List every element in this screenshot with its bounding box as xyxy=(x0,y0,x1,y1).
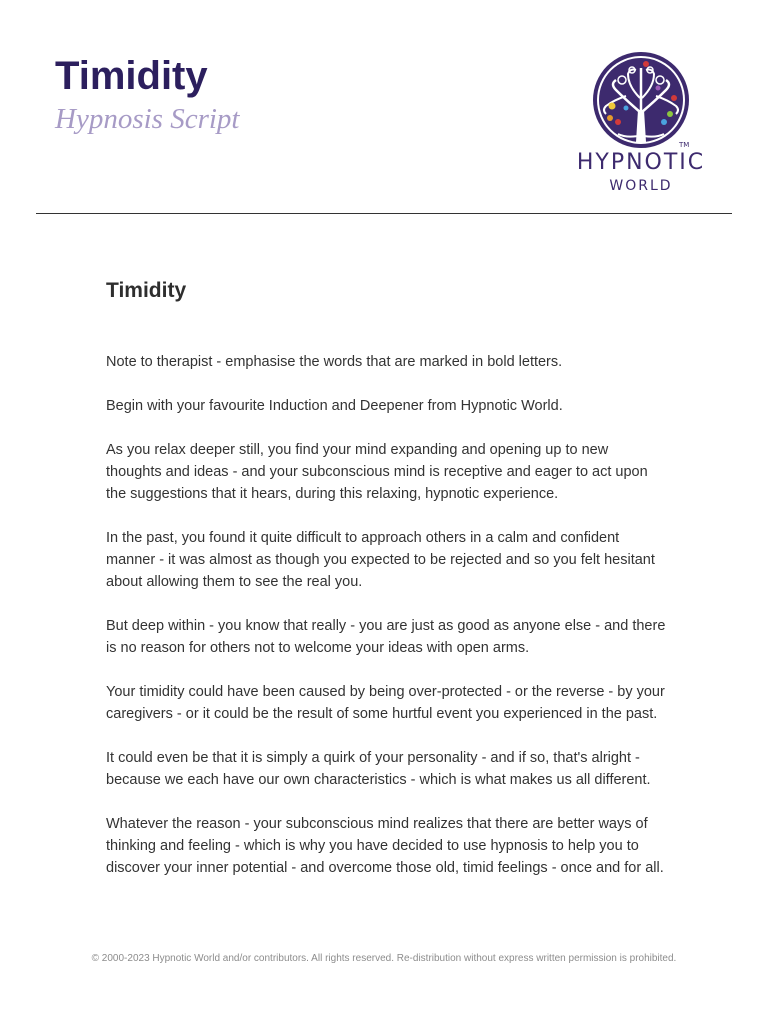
paragraph-past: In the past, you found it quite difficult to approach others in a calm and confident manner - it was almost as though you expected to be rejected and so you felt hesitant about allowing them to see the real you. xyxy=(106,530,655,590)
trademark-mark: TM xyxy=(679,141,690,149)
tree-of-life-icon xyxy=(566,50,716,150)
paragraph-deep-within: But deep within - you know that really - you are just as good as anyone else - and there is no reason for others not to welcome your ideas with open arms. xyxy=(106,618,666,656)
paragraph-causes: Your timidity could have been caused by being over-protected - or the reverse - by your caregivers - or it could be the result of some hurtful event you experienced in the past. xyxy=(106,684,665,722)
document-subtitle: Hypnosis Script xyxy=(55,103,240,135)
document-title: Timidity xyxy=(55,54,208,98)
copyright-footer: © 2000-2023 Hypnotic World and/or contributors. All rights reserved. Re-distribution without express written permission is prohibited. xyxy=(91,953,677,964)
paragraph-personality: It could even be that it is simply a quirk of your personality - and if so, that's alright - because we each have our own characteristics - which is what makes us all different. xyxy=(106,750,651,788)
section-heading: Timidity xyxy=(106,279,187,302)
logo-brand-text: HYPNOTIC xyxy=(576,150,706,175)
paragraph-induction: Begin with your favourite Induction and Deepener from Hypnotic World. xyxy=(106,398,563,414)
logo-sub-text: WORLD xyxy=(609,178,673,194)
paragraph-relax-deeper: As you relax deeper still, you find your mind expanding and opening up to new thoughts and ideas - and your subconscious mind is receptive and eager to act upon the suggestions that it hears, during this relaxing, hypnotic experience. xyxy=(106,442,648,502)
header-divider xyxy=(36,213,732,214)
paragraph-therapist-note: Note to therapist - emphasise the words that are marked in bold letters. xyxy=(106,354,563,370)
paragraph-whatever-reason: Whatever the reason - your subconscious mind realizes that there are better ways of thinking and feeling - which is why you have decided to use hypnosis to help you to discover your inner potential - and overcome those old, timid feelings - once and for all. xyxy=(106,816,664,876)
hypnotic-world-logo xyxy=(566,50,716,200)
script-body xyxy=(106,351,666,901)
